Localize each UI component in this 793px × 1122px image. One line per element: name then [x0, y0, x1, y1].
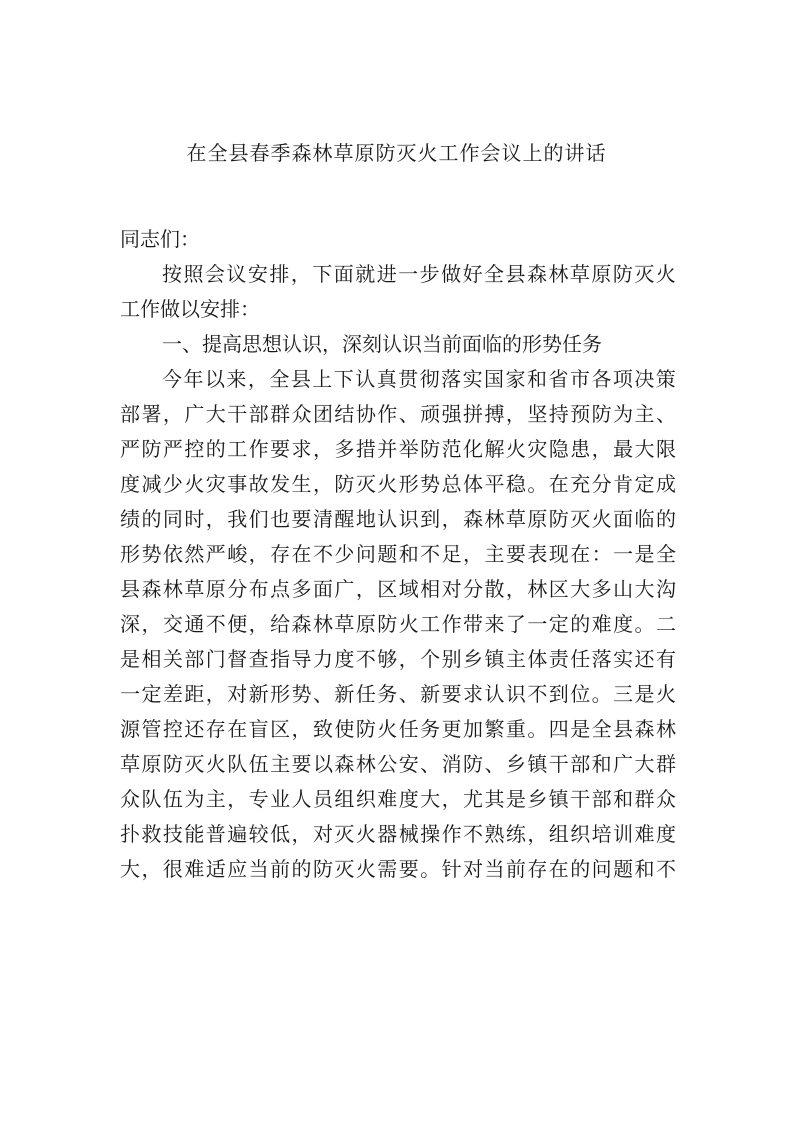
text-line: 今 年 以 来 ， 全 县 上 下 认 真 贯 彻 落 实 国 家 和 省 市 各 项 决 策	[162, 367, 676, 391]
text-line: 度 减 少 火 灾 事 故 发 生 ， 防 灭 火 形 势 总 体 平 稳 。 在 充 分 肯 定 成	[120, 472, 676, 496]
text-line: 大 ， 很 难 适 应 当 前 的 防 灭 火 需 要 。 针 对 当 前 存 在 的 问 题 和 不	[120, 857, 676, 881]
text-line: 按 照 会 议 安 排 ， 下 面 就 进 一 步 做 好 全 县 森 林 草 原 防 灭 火	[162, 262, 676, 286]
text-line: 一 定 差 距 ， 对 新 形 势 、 新 任 务 、 新 要 求 认 识 不 到 位 。 三 是 火	[120, 682, 676, 706]
text-line: 一、提高思想认识，深刻认识当前面临的形势任务	[162, 332, 602, 356]
text-line: 县 森 林 草 原 分 布 点 多 面 广 ， 区 域 相 对 分 散 ， 林 区 大 多 山 大 沟	[120, 577, 676, 601]
document-title: 在全县春季森林草原防灭火工作会议上的讲话	[186, 141, 607, 165]
text-line: 部 署 ， 广 大 干 部 群 众 团 结 协 作 、 顽 强 拼 搏 ， 坚 持 预 防 为 主 、	[120, 402, 676, 426]
text-line: 扑 救 技 能 普 遍 较 低 ， 对 灭 火 器 械 操 作 不 熟 练 ， 组 织 培 训 难 度	[120, 822, 676, 846]
text-line: 绩 的 同 时 ， 我 们 也 要 清 醒 地 认 识 到 ， 森 林 草 原 防 灭 火 面 临 的	[120, 507, 676, 531]
text-line: 草 原 防 灭 火 队 伍 主 要 以 森 林 公 安 、 消 防 、 乡 镇 干 部 和 广 大 群	[120, 752, 676, 776]
text-line: 源 管 控 还 存 在 盲 区 ， 致 使 防 火 任 务 更 加 繁 重 。 四 是 全 县 森 林	[120, 717, 676, 741]
text-line: 同志们：	[120, 227, 200, 251]
text-line: 工作做以安排：	[120, 297, 260, 321]
text-line: 众 队 伍 为 主 ， 专 业 人 员 组 织 难 度 大 ， 尤 其 是 乡 镇 干 部 和 群 众	[120, 787, 676, 811]
text-line: 形 势 依 然 严 峻 ， 存 在 不 少 问 题 和 不 足 ， 主 要 表 现 在 ： 一 是 全	[120, 542, 676, 566]
text-line: 严 防 严 控 的 工 作 要 求 ， 多 措 并 举 防 范 化 解 火 灾 隐 患 ， 最 大 限	[120, 437, 676, 461]
text-line: 是 相 关 部 门 督 查 指 导 力 度 不 够 ， 个 别 乡 镇 主 体 责 任 落 实 还 有	[120, 647, 676, 671]
text-line: 深 ， 交 通 不 便 ， 给 森 林 草 原 防 火 工 作 带 来 了 一 定 的 难 度 。 二	[120, 612, 676, 636]
document-body	[120, 222, 676, 887]
